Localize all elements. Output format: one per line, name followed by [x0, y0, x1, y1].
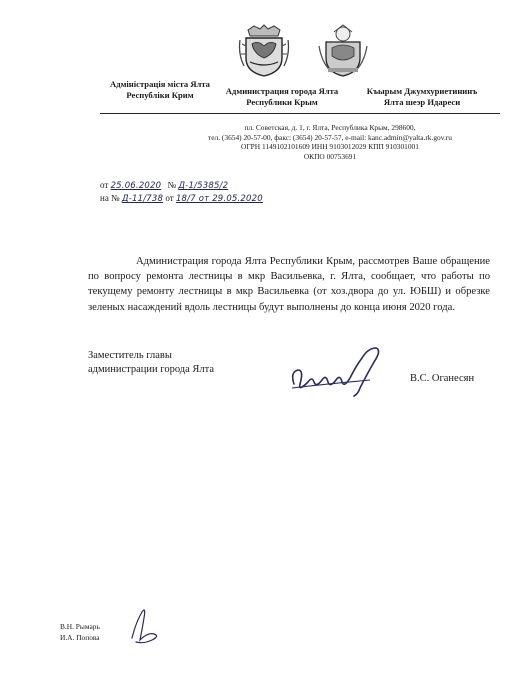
contacts-ogrn: ОГРН 1149102101609 ИНН 9103012029 КПП 910301001 [241, 142, 419, 152]
letter-paragraph: Администрация города Ялта Республики Крым, рассмотрев Ваше обращение по вопросу ремонта лестницы в мкр Васильевка, г. Ялта, сообщает, что работы по текущему ремонту лестницы в мкр Васильевка (от хоз.двора до ул. ЮБШ) и обрезке зеленых насаждений вдоль лестницы будут выполнены до конца июня 2020 года. [88, 256, 490, 313]
yalta-coat-of-arms-icon [238, 24, 290, 78]
executor-2: И.А. Попова [60, 633, 100, 642]
header-center-line1: Администрация города Ялта [225, 86, 339, 96]
letter-body [88, 254, 490, 315]
signatory-position [88, 349, 214, 377]
reg-ref-from-label: от [165, 193, 174, 203]
reg-number: Д-1/5385/2 [178, 181, 229, 191]
reg-ref-label: на № [100, 193, 120, 203]
reg-from-label: от [100, 180, 109, 190]
reg-ref-date: 18/7 от 29.05.2020 [175, 194, 263, 204]
header-center-line2: Республики Крым [246, 97, 318, 107]
reg-ref-number: Д-11/738 [121, 194, 164, 204]
contacts-block [180, 123, 480, 161]
registration-incoming [100, 193, 263, 205]
header-right-line2: Ялта шеэр Идареси [383, 97, 461, 107]
signatory-position-line1: Заместитель главы [88, 350, 172, 361]
signatory-name: В.С. Оганесян [410, 373, 475, 384]
contacts-address: пл. Советская, д. 1, г. Ялта, Республика Крым, 298600, [244, 123, 416, 132]
contacts-okpo: ОКПО 00753691 [303, 151, 357, 161]
header-left-line2: Республіки Крим [126, 90, 194, 100]
header-left [100, 79, 220, 101]
reg-number-label: № [167, 180, 177, 190]
executor-1: В.Н. Рымарь [60, 622, 100, 631]
handwritten-signature [286, 344, 386, 400]
header-right [352, 86, 492, 108]
contacts-phone: тел. (3654) 20-57-00, факс: (3654) 20-57-57, e-mail: kanc.admin@yalta.rk.gov.ru [208, 132, 452, 142]
reg-from-date: 25.06.2020 [110, 181, 162, 191]
executor-signature [126, 604, 166, 646]
header-center [220, 86, 344, 108]
header-divider [100, 113, 500, 114]
registration-outgoing [100, 180, 228, 192]
header-right-line1: Къырым Джумхуриетининъ [366, 86, 478, 96]
crimea-emblem-icon [318, 24, 368, 78]
header-left-line1: Адміністрація міста Ялта [110, 79, 210, 89]
signatory-position-line2: администрации города Ялта [88, 364, 215, 375]
